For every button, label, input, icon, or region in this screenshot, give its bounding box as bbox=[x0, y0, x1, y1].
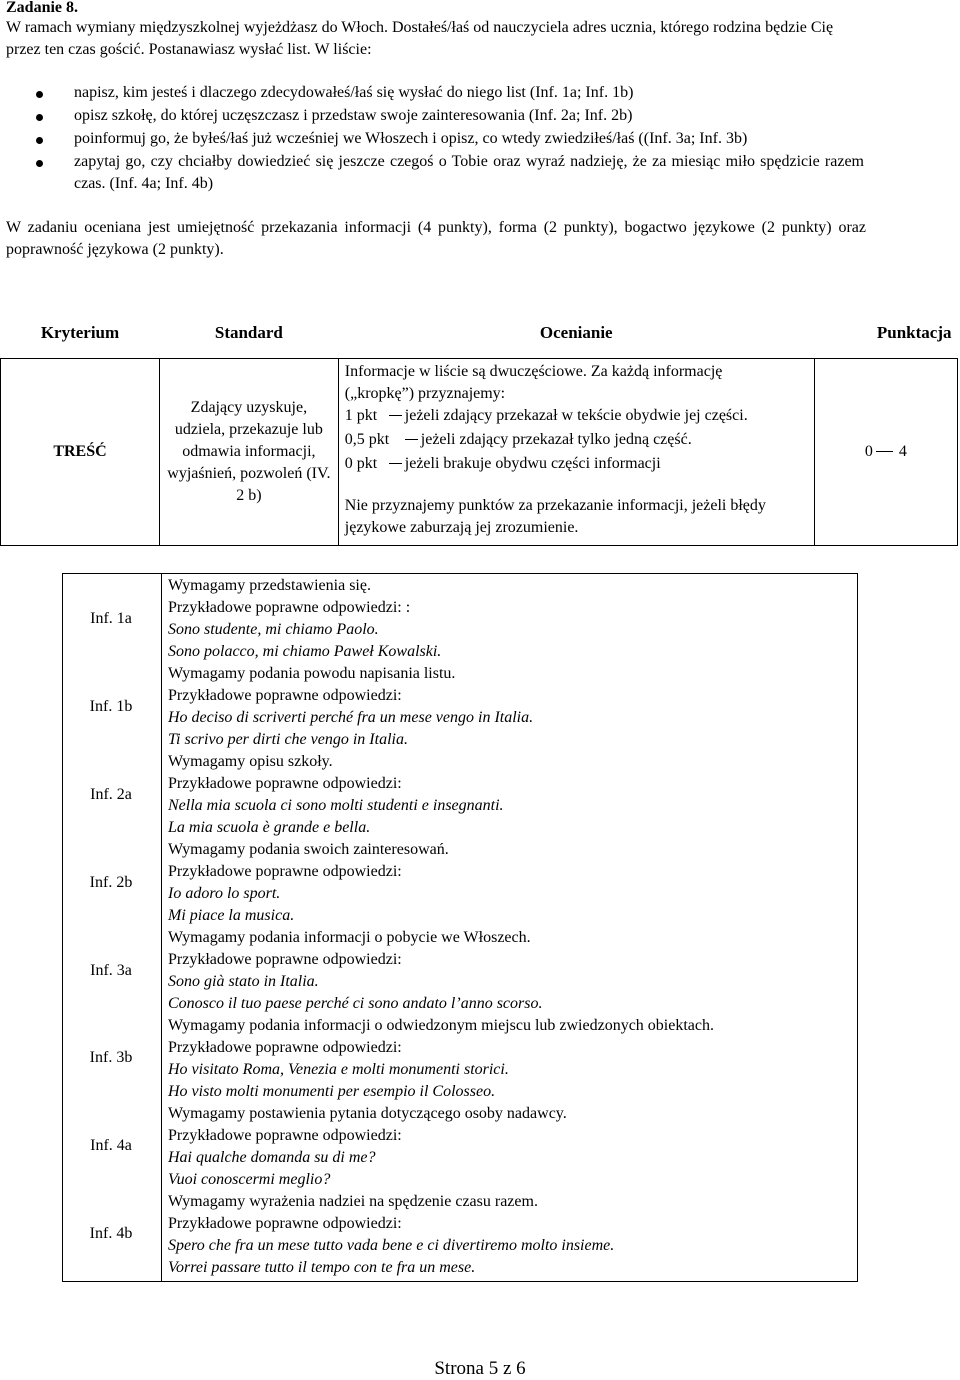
points-cell bbox=[814, 359, 957, 546]
grading-cell bbox=[338, 359, 814, 546]
requirement-line: Wymagamy wyrażenia nadziei na spędzenie czasu razem. bbox=[168, 1193, 538, 1210]
requirement-line: Przykładowe poprawne odpowiedzi: bbox=[168, 1039, 402, 1056]
requirement-line: Przykładowe poprawne odpowiedzi: bbox=[168, 863, 402, 880]
requirement-line: Przykładowe poprawne odpowiedzi: bbox=[168, 1127, 402, 1144]
info-label: Inf. 1b bbox=[89, 698, 133, 715]
points-min: 0 bbox=[864, 443, 873, 460]
requirement-line: Wymagamy przedstawienia się. bbox=[168, 577, 371, 594]
task-title: Zadanie 8. bbox=[6, 0, 79, 16]
requirement-line: Przykładowe poprawne odpowiedzi: bbox=[168, 775, 402, 792]
info-table bbox=[62, 573, 858, 1282]
requirement-line: Wymagamy podania swoich zainteresowań. bbox=[168, 841, 449, 858]
rule-text: jeżeli zdający przekazał tylko jedną część. bbox=[420, 431, 692, 448]
grading-line: Informacje w liście są dwuczęściowe. Za każdą informację bbox=[344, 363, 723, 380]
example-answer: Sono studente, mi chiamo Paolo. bbox=[168, 621, 379, 638]
example-answer: Sono polacco, mi chiamo Paweł Kowalski. bbox=[168, 643, 442, 660]
header-ocenianie: Ocenianie bbox=[539, 323, 613, 342]
rule-points: 0,5 pkt bbox=[344, 431, 390, 448]
grading-note: Nie przyznajemy punktów za przekazanie informacji, jeżeli błędy językowe zaburzają jej zrozumienie. bbox=[344, 497, 766, 536]
task-item: poinformuj go, że byłeś/łaś już wcześniej we Włoszech i opisz, co wtedy zwiedziłeś/łaś ((Inf. 3a; Inf. 3b) bbox=[0, 128, 900, 150]
grading-rule bbox=[345, 429, 808, 451]
assessment-note: W zadaniu oceniana jest umiejętność przekazania informacji (4 punkty), forma (2 punkty), bogactwo językowe (2 punkty) oraz poprawność językowa (2 punkty). bbox=[6, 219, 866, 258]
page-footer: Strona 5 z 6 bbox=[434, 1358, 526, 1379]
requirement-line: Przykładowe poprawne odpowiedzi: bbox=[168, 687, 402, 704]
header-standard: Standard bbox=[214, 323, 283, 342]
criteria-header-row bbox=[1, 318, 958, 348]
grading-rule bbox=[345, 453, 808, 475]
task-intro: W ramach wymiany międzyszkolnej wyjeżdżasz do Włoch. Dostałeś/łaś od nauczyciela adres ucznia, którego rodzina będzie Cię przez ten czas gościć. Postanawiasz wysłać list. W liście: bbox=[6, 19, 834, 58]
requirement-line: Wymagamy opisu szkoły. bbox=[168, 753, 333, 770]
grading-rule bbox=[345, 405, 808, 427]
criteria-table bbox=[0, 318, 958, 546]
example-answer: Vuoi conoscermi meglio? bbox=[168, 1171, 331, 1188]
requirement-line: Przykładowe poprawne odpowiedzi: : bbox=[168, 599, 411, 616]
info-labels-cell bbox=[63, 574, 162, 1282]
requirement-line: Przykładowe poprawne odpowiedzi: bbox=[168, 951, 402, 968]
points-range bbox=[815, 441, 957, 463]
dash-mark bbox=[405, 429, 421, 451]
requirement-line: Wymagamy podania powodu napisania listu. bbox=[168, 665, 456, 682]
rule-text: jeżeli brakuje obydwu części informacji bbox=[404, 455, 661, 472]
rule-points: 0 pkt bbox=[344, 455, 378, 472]
requirement-line: Wymagamy podania informacji o pobycie we Włoszech. bbox=[168, 929, 531, 946]
requirement-line: Wymagamy postawienia pytania dotyczącego osoby nadawcy. bbox=[168, 1105, 567, 1122]
example-answer: Vorrei passare tutto il tempo con te fra un mese. bbox=[168, 1259, 476, 1276]
task-item: napisz, kim jesteś i dlaczego zdecydowałeś/łaś się wysłać do niego list (Inf. 1a; Inf. 1b) bbox=[0, 82, 900, 104]
example-answer: Ti scrivo per dirti che vengo in Italia. bbox=[168, 731, 408, 748]
criterion-cell: TREŚĆ bbox=[1, 359, 160, 546]
info-label: Inf. 4b bbox=[89, 1225, 133, 1242]
info-row bbox=[63, 574, 858, 1282]
example-answer: Conosco il tuo paese perché ci sono andato l’anno scorso. bbox=[168, 995, 543, 1012]
standard-cell: Zdający uzyskuje, udziela, przekazuje lub odmawia informacji, wyjaśnień, pozwoleń (IV. 2 b) bbox=[160, 359, 339, 546]
criteria-row bbox=[1, 359, 958, 546]
info-label: Inf. 3a bbox=[90, 962, 132, 979]
example-answer: Mi piace la musica. bbox=[168, 907, 295, 924]
info-label: Inf. 1a bbox=[90, 610, 132, 627]
header-punktacja: Punktacja bbox=[876, 323, 952, 342]
task-item: opisz szkołę, do której uczęszczasz i przedstaw swoje zainteresowania (Inf. 2a; Inf. 2b) bbox=[0, 105, 900, 127]
example-answer: La mia scuola è grande e bella. bbox=[168, 819, 371, 836]
example-answer: Ho visto molti monumenti per esempio il Colosseo. bbox=[168, 1083, 496, 1100]
rule-points: 1 pkt bbox=[344, 407, 378, 424]
requirement-line: Przykładowe poprawne odpowiedzi: bbox=[168, 1215, 402, 1232]
task-list bbox=[0, 82, 900, 196]
rule-text: jeżeli zdający przekazał w tekście obydwie jej części. bbox=[404, 407, 748, 424]
header-kryterium: Kryterium bbox=[40, 323, 120, 342]
requirement-line: Wymagamy podania informacji o odwiedzonym miejscu lub zwiedzonych obiektach. bbox=[168, 1017, 714, 1034]
dash-mark bbox=[389, 405, 405, 427]
points-max: 4 bbox=[898, 443, 907, 460]
info-content-cell bbox=[162, 574, 858, 1282]
example-answer: Ho deciso di scriverti perché fra un mese vengo in Italia. bbox=[168, 709, 534, 726]
example-answer: Hai qualche domanda su di me? bbox=[168, 1149, 376, 1166]
info-label: Inf. 4a bbox=[90, 1137, 132, 1154]
grading-line: („kropkę”) przyznajemy: bbox=[344, 385, 506, 402]
example-answer: Spero che fra un mese tutto vada bene e ci divertiremo molto insieme. bbox=[168, 1237, 615, 1254]
example-answer: Io adoro lo sport. bbox=[168, 885, 281, 902]
example-answer: Ho visitato Roma, Venezia e molti monumenti storici. bbox=[168, 1061, 509, 1078]
info-label: Inf. 3b bbox=[89, 1049, 133, 1066]
example-answer: Sono già stato in Italia. bbox=[168, 973, 319, 990]
info-label: Inf. 2a bbox=[90, 786, 132, 803]
task-item: zapytaj go, czy chciałby dowiedzieć się jeszcze czegoś o Tobie oraz wyraź nadzieję, że za miesiąc miło spędzicie razem czas. (Inf. 4a; Inf. 4b) bbox=[0, 151, 864, 195]
dash-mark bbox=[389, 453, 405, 475]
info-label: Inf. 2b bbox=[89, 874, 133, 891]
dash-mark bbox=[876, 441, 896, 463]
example-answer: Nella mia scuola ci sono molti studenti e insegnanti. bbox=[168, 797, 504, 814]
